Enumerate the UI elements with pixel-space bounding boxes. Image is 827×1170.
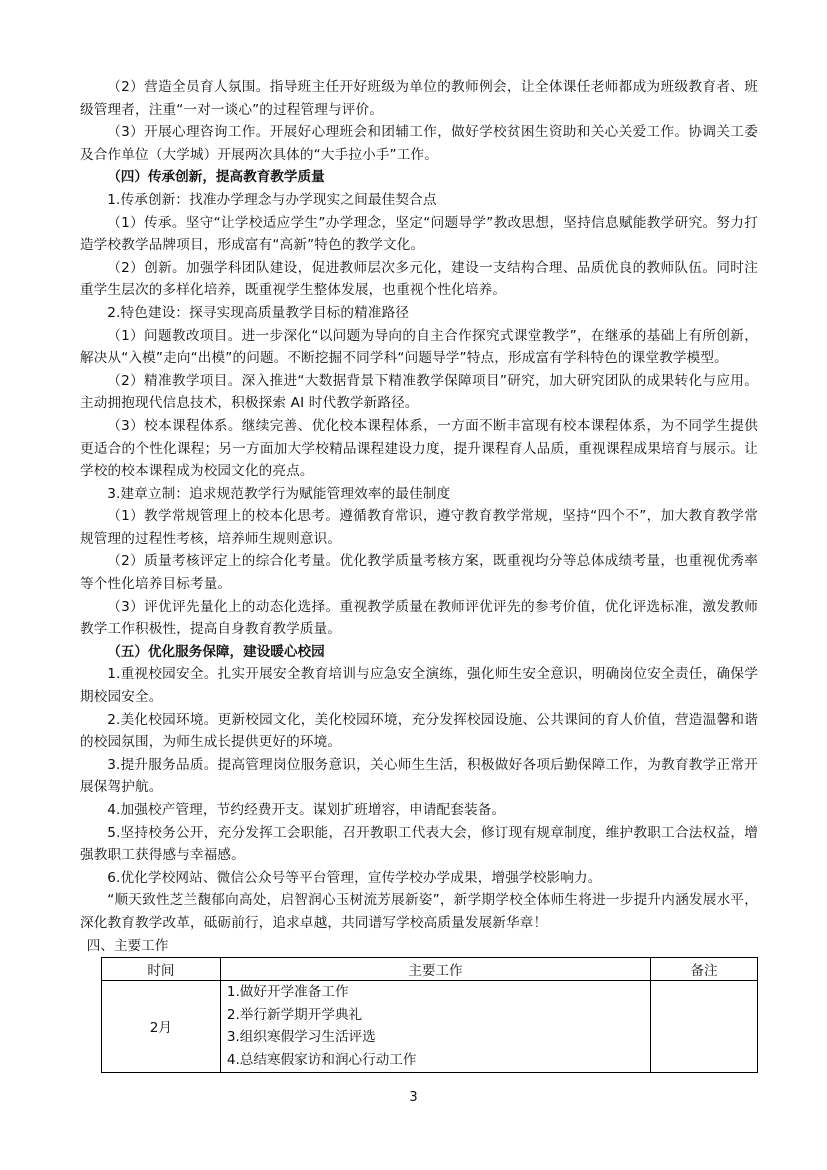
task-item: 3.组织寒假学习生活评选 (226, 1029, 376, 1046)
task-item: 1.做好开学准备工作 (226, 984, 349, 1001)
paragraph: （1）问题教改项目。进一步深化“以问题为导向的自主合作探究式课堂教学”，在继承的基础上有所创新，解决从“入模”走向“出模”的问题。不断挖掘不同学科“问题导学”特点，形成富有学科特色的课堂教学模型。 (80, 327, 758, 367)
paragraph: 3.建章立制：追求规范教学行为赋能管理效率的最佳制度 (107, 485, 451, 502)
section-heading: （四）传承创新，提高教育教学质量 (107, 169, 325, 186)
cell-month: 2月 (102, 981, 221, 1072)
cell-note (651, 981, 758, 1072)
paragraph-list (80, 76, 758, 957)
header-time: 时间 (102, 958, 221, 981)
paragraph: 4.加强校产管理，节约经费开支。谋划扩班增容，申请配套装备。 (107, 802, 506, 818)
paragraph: （1）传承。坚守“让学校适应学生”办学理念，坚定“问题导学”教改思想，坚持信息赋能教学研究。努力打造学校教学品牌项目，形成富有“高新”特色的教学文化。 (80, 214, 758, 254)
paragraph: （2）创新。加强学科团队建设，促进教师层次多元化，建设一支结构合理、品质优良的教师队伍。同时注重学生层次的多样化培养，既重视学生整体发展，也重视个性化培养。 (80, 259, 758, 299)
paragraph: （2）精准教学项目。深入推进“大数据背景下精准教学保障项目”研究，加大研究团队的成果转化与应用。主动拥抱现代信息技术，积极探索 AI 时代教学新路径。 (80, 372, 758, 412)
paragraph: （3）开展心理咨询工作。开展好心理班会和团辅工作，做好学校贫困生资助和关心关爱工作。协调关工委及合作单位（大学城）开展两次具体的“大手拉小手”工作。 (80, 124, 758, 163)
chapter-heading: 四、主要工作 (86, 937, 169, 954)
paragraph: 1.传承创新：找准办学理念与办学现实之间最佳契合点 (107, 191, 437, 208)
paragraph: 2.特色建设：探寻实现高质量教学目标的精准路径 (107, 304, 410, 321)
paragraph: （3）校本课程体系。继续完善、优化校本课程体系，一方面不断丰富现有校本课程体系，为不同学生提供更适合的个性化课程；另一方面加大学校精品课程建设力度，提升课程育人品质，重视课程成果培育与展示。让学校的校本课程成为校园文化的亮点。 (80, 417, 758, 480)
paragraph: “顺天致性芝兰馥郁向高处，启智润心玉树流芳展新姿”，新学期学校全体师生将进一步提升内涵发展水平，深化教育教学改革，砥砺前行，追求卓越，共同谱写学校高质量发展新华章！ (80, 892, 758, 931)
section-heading: （五）优化服务保障，建设暖心校园 (107, 643, 325, 660)
paragraph: 1.重视校园安全。扎实开展安全教育培训与应急安全演练，强化师生安全意识，明确岗位安全责任，确保学期校园安全。 (80, 666, 758, 706)
paragraph: 2.美化校园环境。更新校园文化，美化校园环境，充分发挥校园设施、公共课间的育人价值，营造温馨和谐的校园氛围，为师生成长提供更好的环境。 (80, 711, 758, 751)
document-body (80, 76, 758, 1073)
paragraph: 3.提升服务品质。提高管理岗位服务意识，关心师生生活，积极做好各项后勤保障工作，为教育教学正常开展保驾护航。 (80, 756, 758, 796)
task-item: 2.举行新学期开学典礼 (226, 1006, 363, 1023)
paragraph: 5.坚持校务公开，充分发挥工会职能，召开教职工代表大会，修订现有规章制度，维护教职工合法权益，增强教职工获得感与幸福感。 (80, 824, 758, 864)
paragraph: （1）教学常规管理上的校本化思考。遵循教育常识，遵守教育教学常规，坚持“四个不”，加大教育教学常规管理的过程性考核，培养师生规则意识。 (80, 508, 758, 547)
paragraph: （3）评优评先量化上的动态化选择。重视教学质量在教师评优评先的参考价值，优化评选标准，激发教师教学工作积极性，提高自身教育教学质量。 (80, 598, 758, 638)
header-note: 备注 (651, 958, 758, 981)
paragraph: 6.优化学校网站、微信公众号等平台管理，宣传学校办学成果，增强学校影响力。 (107, 869, 602, 886)
header-work: 主要工作 (220, 958, 650, 981)
work-schedule-table (101, 957, 758, 1072)
paragraph: （2）营造全员育人氛围。指导班主任开好班级为单位的教师例会，让全体课任老师都成为班级教育者、班级管理者，注重“一对一谈心”的过程管理与评价。 (80, 79, 758, 118)
task-item: 4.总结寒假家访和润心行动工作 (226, 1051, 417, 1068)
paragraph: （2）质量考核评定上的综合化考量。优化教学质量考核方案，既重视均分等总体成绩考量，也重视优秀率等个性化培养目标考量。 (80, 553, 758, 593)
table-header-row (102, 958, 758, 981)
cell-tasks (220, 981, 650, 1072)
table-row (102, 981, 758, 1072)
page-number: 3 (409, 1090, 418, 1105)
table-body (102, 981, 758, 1072)
